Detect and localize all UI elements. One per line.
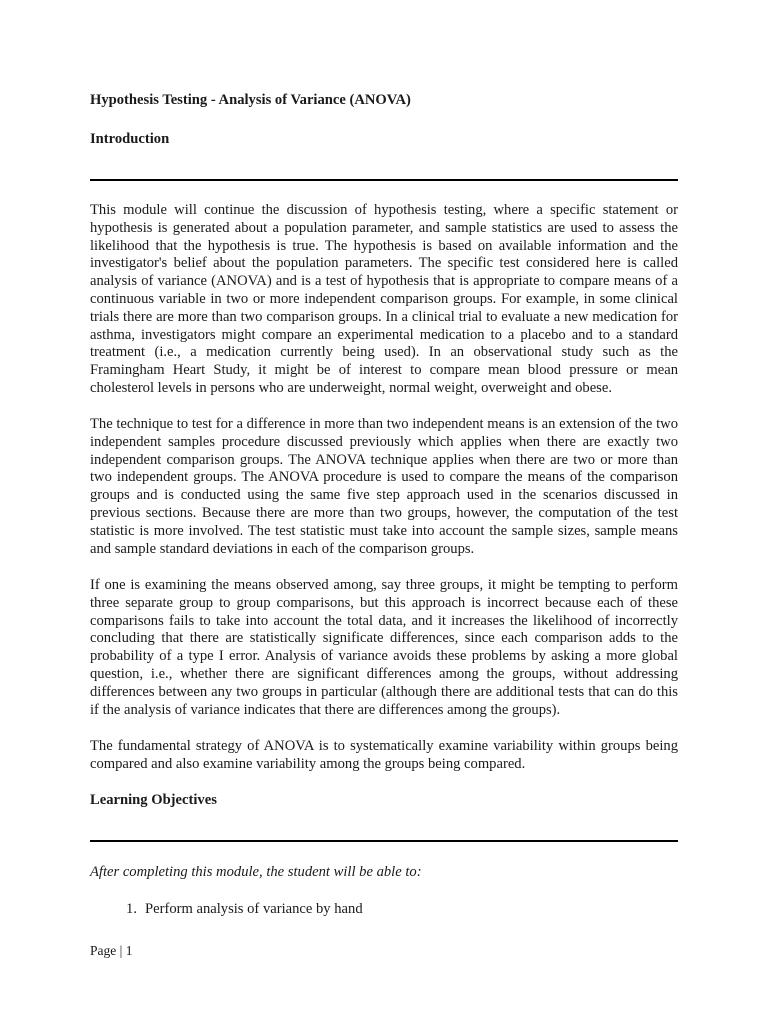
paragraph-intro: This module will continue the discussion of hypothesis testing, where a specific statement or hypothesis is generated about a population parameter, and sample statistics are used to assess the likelihood that the hypothesis is true. The hypothesis is based on available information and the investigator's belief about the population parameters. The specific test considered here is called analysis of variance (ANOVA) and is a test of hypothesis that is appropriate to compare means of a continuous variable in two or more independent comparison groups. For example, in some clinical trials there are more than two comparison groups. In a clinical trial to evaluate a new medication for asthma, investigators might compare an experimental medication to a placebo and to a standard treatment (i.e., a medication currently being used). In an observational study such as the Framingham Heart Study, it might be of interest to compare mean blood pressure or mean cholesterol levels in persons who are underweight, normal weight, overweight and obese. (90, 202, 678, 396)
document-page (90, 0, 678, 1024)
document-title: Hypothesis Testing - Analysis of Variance (ANOVA) (90, 92, 411, 108)
page-footer: Page | 1 (90, 943, 133, 958)
list-item (90, 901, 363, 918)
list-item-number: 1. (126, 901, 137, 917)
objectives-list (90, 901, 363, 918)
paragraph-technique: The technique to test for a difference in more than two independent means is an extension of the two independent samples procedure discussed previously which applies when there are exactly two independent comparison groups. The ANOVA technique applies when there are two or more than two independent groups. The ANOVA procedure is used to compare the means of the comparison groups and is conducted using the same five step approach used in the scenarios discussed in previous sections. Because there are more than two groups, however, the computation of the test statistic is more involved. The test statistic must take into account the sample sizes, sample means and sample standard deviations in each of the comparison groups. (90, 416, 678, 557)
objectives-lead: After completing this module, the student will be able to: (90, 864, 422, 880)
introduction-heading: Introduction (90, 131, 170, 147)
learning-objectives-heading: Learning Objectives (90, 792, 217, 808)
introduction-divider (90, 179, 678, 181)
objectives-divider (90, 840, 678, 842)
list-item-text: Perform analysis of variance by hand (145, 901, 363, 917)
paragraph-multiple-comparisons: If one is examining the means observed among, say three groups, it might be tempting to perform three separate group to group comparisons, but this approach is incorrect because each of these comparisons fails to take into account the total data, and it increases the likelihood of incorrectly concluding that there are statistically significate differences, since each comparison adds to the probability of a type I error. Analysis of variance avoids these problems by asking a more global question, i.e., whether there are significant differences among the groups, without addressing differences between any two groups in particular (although there are additional tests that can do this if the analysis of variance indicates that there are differences among the groups). (90, 577, 678, 718)
paragraph-strategy: The fundamental strategy of ANOVA is to systematically examine variability within groups being compared and also examine variability among the groups being compared. (90, 738, 678, 772)
